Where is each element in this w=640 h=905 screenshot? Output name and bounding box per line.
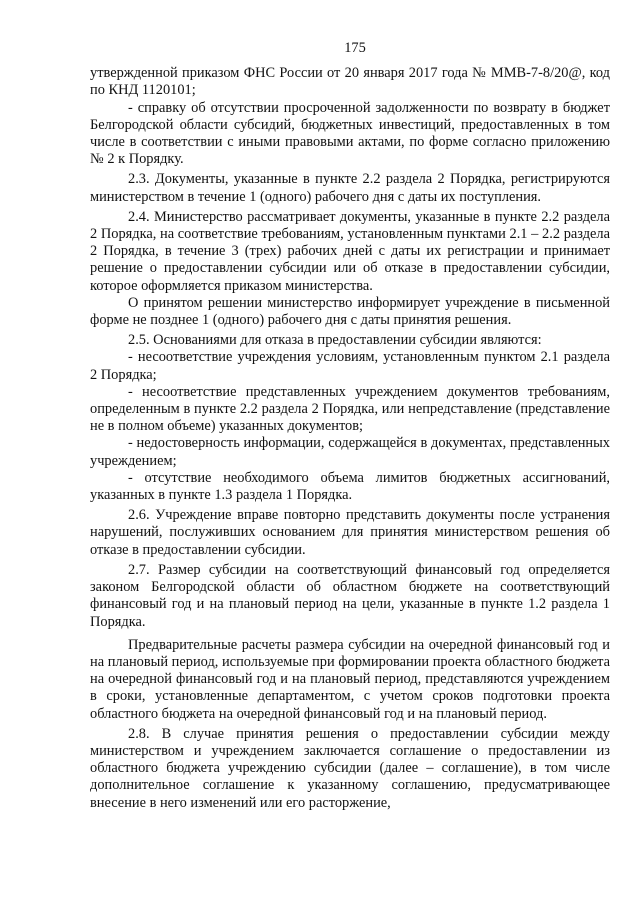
paragraph: 2.6. Учреждение вправе повторно представить документы после устранения нарушений, послуживших основанием для принятия министерством решения об отказе в предоставлении субсидии.	[90, 507, 610, 558]
paragraph: - отсутствие необходимого объема лимитов бюджетных ассигнований, указанных в пункте 1.3 раздела 1 Порядка.	[90, 469, 610, 504]
page-number: 175	[344, 40, 366, 56]
paragraph: - справку об отсутствии просроченной задолженности по возврату в бюджет Белгородской области субсидий, бюджетных инвестиций, предоставленных в том числе в соответствии с иными правовыми актами, по форме согласно приложению № 2 к Порядку.	[90, 99, 610, 168]
paragraph: утвержденной приказом ФНС России от 20 января 2017 года № ММВ-7-8/20@, код по КНД 1120101;	[90, 65, 610, 99]
paragraph: 2.7. Размер субсидии на соответствующий финансовый год определяется законом Белгородской области об областном бюджете на соответствующий финансовый год и на плановый период на цели, указанные в пункте 1.2 раздела 1 Порядка.	[90, 561, 610, 630]
paragraph: 2.4. Министерство рассматривает документы, указанные в пункте 2.2 раздела 2 Порядка, на соответствие требованиям, установленным пунктами 2.1 – 2.2 раздела 2 Порядка, в течение 3 (трех) рабочих дней с даты их регистрации и принимает решение о предоставлении субсидии или об отказе в предоставлении субсидии, которое оформляется приказом министерства.	[90, 208, 610, 294]
paragraph: 2.5. Основаниями для отказа в предоставлении субсидии являются:	[128, 332, 542, 349]
paragraph: 2.3. Документы, указанные в пункте 2.2 раздела 2 Порядка, регистрируются министерством в течение 1 (одного) рабочего дня с даты их поступления.	[90, 171, 610, 205]
paragraph: - несоответствие учреждения условиям, установленным пунктом 2.1 раздела 2 Порядка;	[90, 349, 610, 383]
paragraph: 2.8. В случае принятия решения о предоставлении субсидии между министерством и учреждением заключается соглашение о предоставлении из областного бюджета учреждению субсидии (далее – соглашение), в том числе дополнительное соглашение к указанному соглашению, предусматривающее внесение в него изменений или его расторжение,	[90, 725, 610, 811]
paragraph: - недостоверность информации, содержащейся в документах, представленных учреждением;	[90, 435, 610, 469]
paragraph: Предварительные расчеты размера субсидии на очередной финансовый год и на плановый период, используемые при формировании проекта областного бюджета на очередной финансовый год и на плановый период, представляются учреждением в сроки, установленные департаментом, с учетом сроков подготовки проекта областного бюджета на очередной финансовый год и на плановый период.	[90, 636, 610, 722]
paragraph: О принятом решении министерство информирует учреждение в письменной форме не позднее 1 (одного) рабочего дня с даты принятия решения.	[90, 294, 610, 329]
paragraph: - несоответствие представленных учреждением документов требованиям, определенным в пункте 2.2 раздела 2 Порядка, или непредставление (представление не в полном объеме) указанных документов;	[90, 383, 610, 435]
